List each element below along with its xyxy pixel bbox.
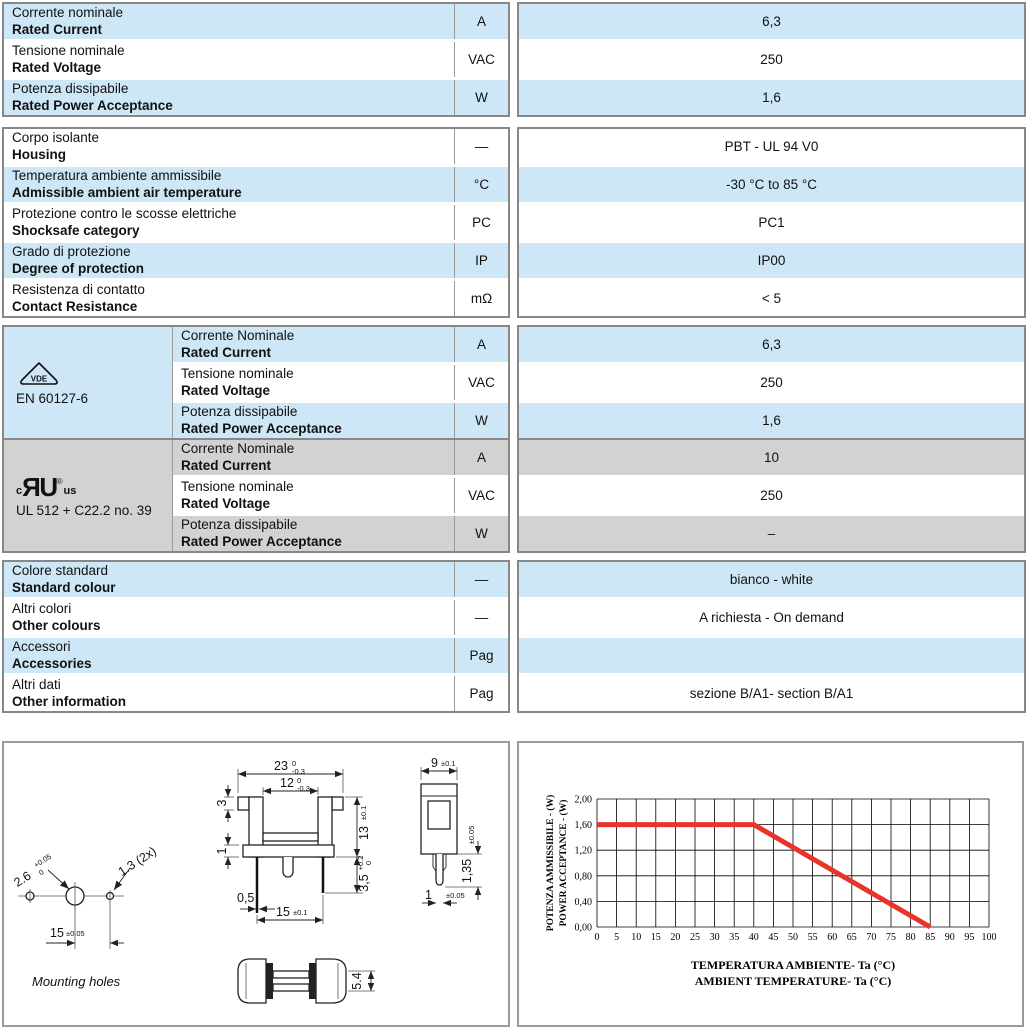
label-english: Housing — [12, 146, 66, 162]
svg-text:70: 70 — [866, 932, 877, 943]
svg-text:35: 35 — [729, 932, 740, 943]
base-height-dim: 1 — [215, 847, 229, 855]
label-english: Shocksafe category — [12, 222, 140, 238]
top-view-drawing — [238, 959, 375, 1003]
pin-width-dim: 0,5 — [237, 891, 255, 905]
label-italian: Potenza dissipabile — [12, 81, 129, 96]
ul-logo-cell — [4, 440, 172, 551]
value-cell: 6,3 — [519, 327, 1024, 365]
misc-values — [517, 560, 1026, 713]
label-italian: Grado di protezione — [12, 244, 131, 259]
label-italian: Tensione nominale — [12, 43, 125, 58]
svg-text:50: 50 — [788, 932, 798, 943]
value-cell: PC1 — [519, 205, 1024, 243]
label-italian: Corpo isolante — [12, 130, 100, 145]
unit-cell: VAC — [454, 365, 508, 400]
value-cell: – — [519, 516, 1024, 551]
derating-chart — [519, 743, 1022, 1025]
derating-chart-box — [517, 741, 1024, 1027]
svg-text:0: 0 — [594, 932, 600, 943]
label-italian: Potenza dissipabile — [181, 404, 298, 419]
unit-cell: W — [454, 516, 508, 551]
svg-text:5: 5 — [614, 932, 620, 943]
label-italian: Accessori — [12, 639, 71, 654]
label-italian: Corrente Nominale — [181, 441, 295, 456]
label-italian: Temperatura ambiente ammissibile — [12, 168, 222, 183]
value-cell: 250 — [519, 42, 1024, 80]
label-italian: Resistenza di contatto — [12, 282, 145, 297]
unit-cell: — — [454, 562, 508, 597]
ratings-table — [2, 2, 1028, 117]
svg-text:0,40: 0,40 — [574, 896, 592, 908]
label-english: Degree of protection — [12, 260, 145, 276]
svg-text:0: 0 — [37, 867, 46, 878]
label-italian: Corrente nominale — [12, 5, 124, 20]
value-cell: 1,6 — [519, 403, 1024, 438]
svg-text:±0.1: ±0.1 — [359, 805, 368, 821]
approvals-values — [517, 325, 1026, 553]
ul-logo-c: c — [16, 484, 23, 497]
flange-height-dim: 3 — [215, 799, 229, 807]
ul-logo-us: us — [63, 484, 77, 497]
table-row — [4, 243, 508, 281]
label-english: Contact Resistance — [12, 298, 138, 314]
table-row — [173, 478, 508, 516]
y-axis-title-english: POWER ACCEPTANCE - (W) — [559, 799, 569, 927]
svg-text:-0.3: -0.3 — [292, 767, 305, 776]
unit-cell: — — [454, 129, 508, 164]
hole-dia-dim: 2.6 — [11, 868, 34, 890]
side-view-drawing — [421, 756, 482, 903]
side-pin-width-dim: 1 — [425, 888, 432, 902]
dimension-drawings — [4, 743, 508, 1025]
label-italian: Potenza dissipabile — [181, 517, 298, 532]
x-axis-title-english: AMBIENT TEMPERATURE- Ta (°C) — [694, 974, 892, 988]
value-cell: bianco - white — [519, 562, 1024, 600]
table-row — [4, 676, 508, 711]
label-english: Rated Power Acceptance — [12, 97, 173, 113]
label-english: Rated Voltage — [181, 382, 271, 398]
label-italian: Altri dati — [12, 677, 61, 692]
ul-logo-mark: ЯU — [22, 471, 57, 502]
unit-cell: A — [454, 440, 508, 475]
table-row — [4, 42, 508, 80]
svg-text:20: 20 — [670, 932, 681, 943]
svg-text:1,20: 1,20 — [574, 845, 592, 857]
label-italian: Colore standard — [12, 563, 109, 578]
svg-text:45: 45 — [768, 932, 779, 943]
unit-cell: W — [454, 403, 508, 438]
value-cell — [519, 638, 1024, 676]
svg-text:±0.1: ±0.1 — [293, 908, 308, 917]
label-italian: Corrente Nominale — [181, 328, 295, 343]
svg-text:65: 65 — [846, 932, 857, 943]
unit-cell: A — [454, 327, 508, 362]
unit-cell: — — [454, 600, 508, 635]
hole-pitch-dim: 15 — [50, 926, 64, 940]
label-english: Rated Current — [12, 21, 103, 37]
label-english: Standard colour — [12, 579, 116, 595]
svg-text:0: 0 — [364, 860, 373, 866]
table-row — [173, 403, 508, 438]
svg-text:85: 85 — [925, 932, 936, 943]
svg-text:75: 75 — [886, 932, 896, 943]
depth-dim: 9 — [431, 756, 438, 770]
value-cell: 1,6 — [519, 80, 1024, 115]
value-cell: sezione B/A1- section B/A1 — [519, 676, 1024, 711]
ul-standard: UL 512 + C22.2 no. 39 — [16, 502, 152, 518]
unit-cell: VAC — [454, 478, 508, 513]
svg-text:-0.3: -0.3 — [297, 784, 310, 793]
svg-text:60: 60 — [827, 932, 838, 943]
table-row — [4, 281, 508, 316]
unit-cell: W — [454, 80, 508, 115]
vde-logo-text: VDE — [30, 374, 48, 383]
vde-logo-icon — [16, 360, 62, 388]
svg-text:95: 95 — [964, 932, 975, 943]
value-cell: PBT - UL 94 V0 — [519, 129, 1024, 167]
latch-dim: 1,35 — [460, 858, 474, 884]
unit-cell: mΩ — [454, 281, 508, 316]
label-english: Other colours — [12, 617, 101, 633]
svg-text:0,80: 0,80 — [574, 871, 592, 883]
value-cell: 250 — [519, 478, 1024, 516]
fuse-height-dim: 5.4 — [350, 972, 364, 990]
table-row — [4, 205, 508, 243]
misc-table — [2, 560, 1028, 713]
value-cell: 250 — [519, 365, 1024, 403]
label-italian: Altri colori — [12, 601, 72, 616]
svg-text:2,00: 2,00 — [574, 794, 592, 806]
body-height-dim: 13 — [357, 826, 371, 840]
label-english: Other information — [12, 693, 126, 709]
label-italian: Protezione contro le scosse elettriche — [12, 206, 237, 221]
front-view-drawing — [215, 759, 373, 924]
mounting-holes-drawing — [10, 844, 159, 989]
label-english: Accessories — [12, 655, 92, 671]
pin-length-dim: 3,5 — [357, 874, 371, 892]
inner-width-dim: 12 — [280, 776, 294, 790]
svg-text:40: 40 — [748, 932, 759, 943]
table-row — [173, 516, 508, 551]
table-row — [4, 600, 508, 638]
svg-text:25: 25 — [690, 932, 700, 943]
table-row — [4, 80, 508, 115]
svg-text:30: 30 — [709, 932, 720, 943]
table-row — [4, 4, 508, 42]
value-cell: A richiesta - On demand — [519, 600, 1024, 638]
table-row — [4, 129, 508, 167]
svg-text:0: 0 — [292, 759, 297, 768]
value-cell: IP00 — [519, 243, 1024, 281]
misc-labels — [2, 560, 510, 713]
svg-text:10: 10 — [631, 932, 642, 943]
vde-approval-group — [4, 327, 508, 438]
table-row — [4, 562, 508, 600]
table-row — [4, 638, 508, 676]
svg-text:100: 100 — [981, 932, 997, 943]
small-hole-dim: 1.3 (2x) — [115, 844, 159, 879]
svg-text:+0.05: +0.05 — [32, 851, 53, 870]
unit-cell: °C — [454, 167, 508, 202]
svg-text:55: 55 — [807, 932, 818, 943]
properties-labels — [2, 127, 510, 318]
vde-standard: EN 60127-6 — [16, 390, 89, 406]
value-cell: < 5 — [519, 281, 1024, 316]
ratings-values — [517, 2, 1026, 117]
unit-cell: Pag — [454, 638, 508, 673]
svg-text:0: 0 — [297, 776, 302, 785]
y-axis-title-italian: POTENZA AMMISSIBILE - (W) — [546, 794, 556, 932]
value-cell: 6,3 — [519, 4, 1024, 42]
dimension-drawings-box — [2, 741, 510, 1027]
unit-cell: IP — [454, 243, 508, 278]
chart-grid — [575, 795, 997, 944]
value-cell: -30 °C to 85 °C — [519, 167, 1024, 205]
svg-text:±0.05: ±0.05 — [446, 891, 465, 900]
x-axis-title-italian: TEMPERATURA AMBIENTE- Ta (°C) — [690, 958, 896, 972]
label-english: Rated Current — [181, 457, 272, 473]
ul-logo-icon — [16, 471, 77, 502]
mounting-holes-caption: Mounting holes — [32, 974, 121, 989]
unit-cell: A — [454, 4, 508, 39]
label-english: Rated Current — [181, 344, 272, 360]
svg-text:80: 80 — [905, 932, 916, 943]
svg-text:90: 90 — [944, 932, 955, 943]
label-english: Rated Power Acceptance — [181, 420, 342, 436]
ul-approval-group — [4, 438, 508, 551]
ratings-labels — [2, 2, 510, 117]
unit-cell: PC — [454, 205, 508, 240]
svg-text:+0.2: +0.2 — [356, 855, 365, 871]
properties-table — [2, 127, 1028, 318]
svg-text:±0.05: ±0.05 — [66, 929, 85, 938]
unit-cell: Pag — [454, 676, 508, 711]
table-row — [173, 327, 508, 365]
svg-text:±0.1: ±0.1 — [441, 759, 456, 768]
label-italian: Tensione nominale — [181, 479, 294, 494]
registered-mark-icon: ® — [56, 476, 63, 486]
label-english: Rated Voltage — [12, 59, 102, 75]
svg-text:15: 15 — [650, 932, 661, 943]
outer-width-dim: 23 — [274, 759, 288, 773]
vde-logo-cell — [4, 327, 172, 438]
pin-pitch-dim: 15 — [276, 905, 290, 919]
value-cell: 10 — [519, 440, 1024, 478]
label-italian: Tensione nominale — [181, 366, 294, 381]
approvals-left — [2, 325, 510, 553]
label-english: Rated Power Acceptance — [181, 533, 342, 549]
label-english: Admissible ambient air temperature — [12, 184, 242, 200]
svg-text:0,00: 0,00 — [574, 922, 592, 934]
table-row — [173, 440, 508, 478]
svg-text:±0.05: ±0.05 — [467, 825, 476, 845]
bottom-section — [2, 741, 1028, 1027]
properties-values — [517, 127, 1026, 318]
svg-text:1,60: 1,60 — [574, 820, 592, 832]
approvals-table — [2, 325, 1028, 553]
unit-cell: VAC — [454, 42, 508, 77]
table-row — [173, 365, 508, 403]
table-row — [4, 167, 508, 205]
label-english: Rated Voltage — [181, 495, 271, 511]
